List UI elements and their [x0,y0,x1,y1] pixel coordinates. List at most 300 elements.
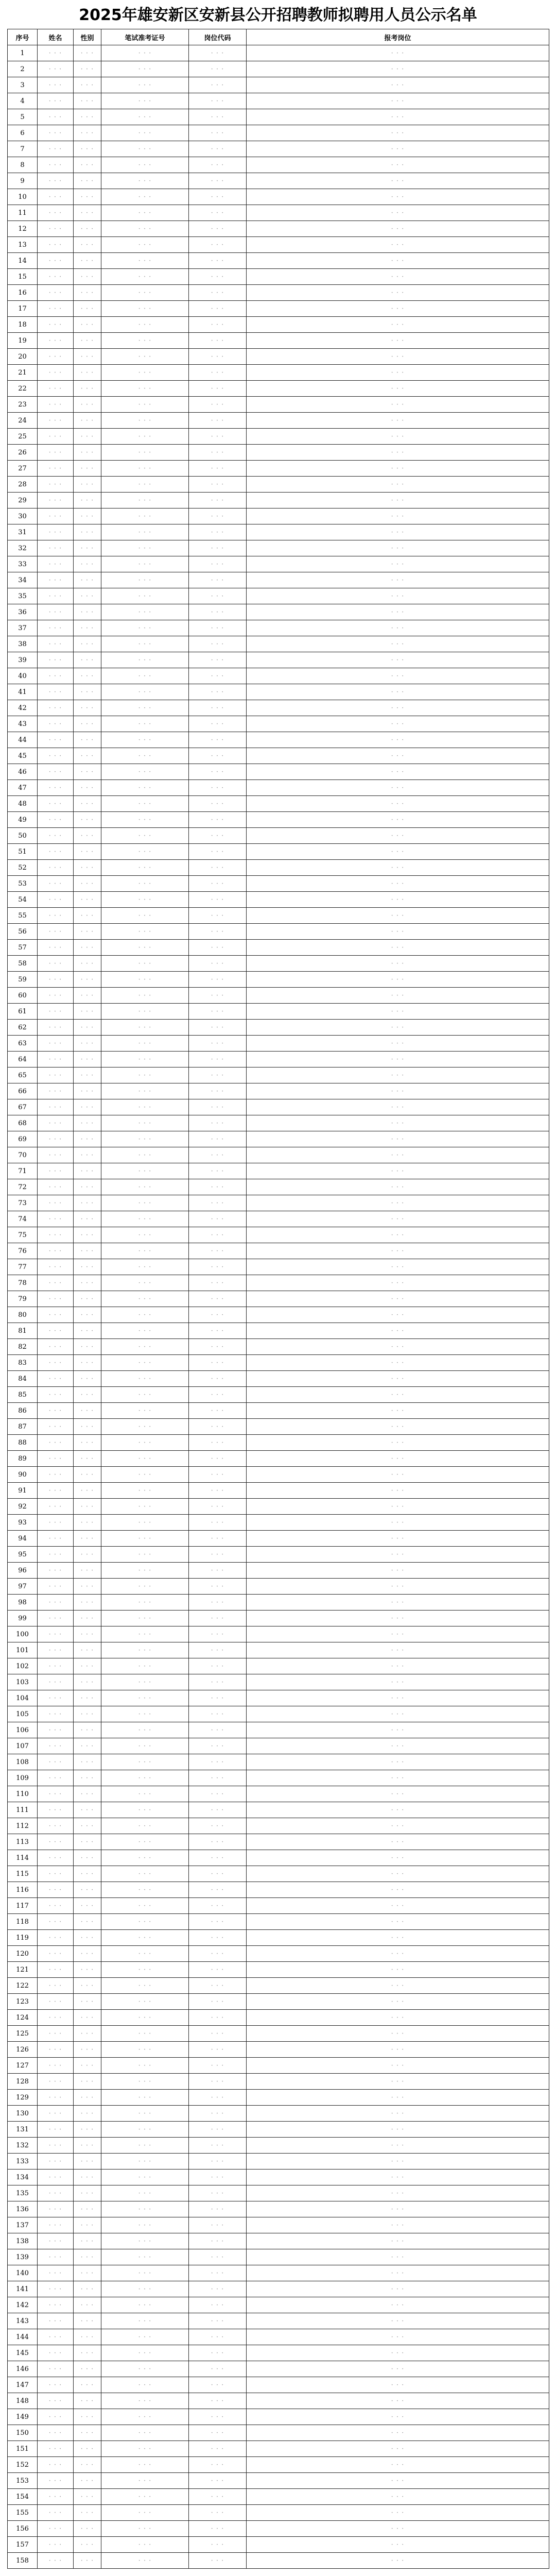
row-gender: · · · [74,509,101,524]
row-position: · · · [247,1052,549,1067]
row-name: · · · [38,1323,74,1339]
row-position: · · · [247,1882,549,1898]
row-gender: · · · [74,1067,101,1083]
row-job-code: · · · [189,1579,247,1595]
row-gender: · · · [74,572,101,588]
table-row [8,764,549,780]
row-position: · · · [247,588,549,604]
row-position: · · · [247,1563,549,1579]
table-row [8,2201,549,2217]
row-job-code: · · · [189,2505,247,2521]
row-ticket: · · · [101,1563,189,1579]
row-ticket: · · · [101,429,189,445]
row-gender: · · · [74,1674,101,1690]
row-index: 128 [8,2074,38,2090]
table-row [8,2026,549,2042]
table-row [8,988,549,1004]
row-gender: · · · [74,2409,101,2425]
row-name: · · · [38,1850,74,1866]
row-index: 96 [8,1563,38,1579]
row-gender: · · · [74,2425,101,2441]
row-position: · · · [247,1083,549,1099]
row-ticket: · · · [101,93,189,109]
row-ticket: · · · [101,349,189,365]
row-gender: · · · [74,1563,101,1579]
row-ticket: · · · [101,1770,189,1786]
row-job-code: · · · [189,668,247,684]
row-index: 57 [8,940,38,956]
row-index: 98 [8,1595,38,1611]
row-job-code: · · · [189,588,247,604]
table-row [8,205,549,221]
row-job-code: · · · [189,2409,247,2425]
row-gender: · · · [74,1866,101,1882]
row-ticket: · · · [101,61,189,77]
row-job-code: · · · [189,1994,247,2010]
row-ticket: · · · [101,2297,189,2313]
table-row [8,1052,549,1067]
row-index: 149 [8,2409,38,2425]
row-position: · · · [247,1754,549,1770]
row-position: · · · [247,1020,549,1036]
row-name: · · · [38,1994,74,2010]
row-job-code: · · · [189,1626,247,1642]
row-gender: · · · [74,540,101,556]
row-position: · · · [247,892,549,908]
row-position: · · · [247,2473,549,2489]
row-position: · · · [247,2361,549,2377]
row-index: 32 [8,540,38,556]
row-gender: · · · [74,2122,101,2138]
row-gender: · · · [74,1579,101,1595]
row-name: · · · [38,1722,74,1738]
table-row [8,748,549,764]
table-row [8,1946,549,1962]
row-position: · · · [247,1914,549,1930]
row-name: · · · [38,1115,74,1131]
row-gender: · · · [74,1930,101,1946]
row-job-code: · · · [189,1227,247,1243]
row-index: 107 [8,1738,38,1754]
row-name: · · · [38,1866,74,1882]
row-name: · · · [38,700,74,716]
row-ticket: · · · [101,892,189,908]
row-gender: · · · [74,2106,101,2122]
row-index: 46 [8,764,38,780]
row-ticket: · · · [101,1115,189,1131]
row-name: · · · [38,2010,74,2026]
row-index: 55 [8,908,38,924]
row-name: · · · [38,2425,74,2441]
row-ticket: · · · [101,2042,189,2058]
row-position: · · · [247,1978,549,1994]
table-row [8,2233,549,2249]
row-position: · · · [247,988,549,1004]
row-gender: · · · [74,2010,101,2026]
row-gender: · · · [74,1786,101,1802]
row-name: · · · [38,940,74,956]
row-gender: · · · [74,1179,101,1195]
row-gender: · · · [74,205,101,221]
row-position: · · · [247,1850,549,1866]
row-gender: · · · [74,349,101,365]
row-name: · · · [38,2297,74,2313]
row-name: · · · [38,620,74,636]
row-position: · · · [247,780,549,796]
table-row [8,1914,549,1930]
row-job-code: · · · [189,189,247,205]
row-ticket: · · · [101,1179,189,1195]
row-index: 34 [8,572,38,588]
row-ticket: · · · [101,1036,189,1052]
row-ticket: · · · [101,1131,189,1147]
row-job-code: · · · [189,317,247,333]
row-name: · · · [38,2217,74,2233]
table-row [8,173,549,189]
row-position: · · · [247,2138,549,2154]
row-job-code: · · · [189,1515,247,1531]
row-name: · · · [38,2489,74,2505]
row-name: · · · [38,413,74,429]
table-header-row [8,29,549,45]
row-index: 153 [8,2473,38,2489]
row-ticket: · · · [101,2122,189,2138]
row-position: · · · [247,413,549,429]
row-job-code: · · · [189,1067,247,1083]
table-row [8,1962,549,1978]
row-name: · · · [38,2377,74,2393]
row-position: · · · [247,2106,549,2122]
row-ticket: · · · [101,1690,189,1706]
row-position: · · · [247,2329,549,2345]
row-index: 108 [8,1754,38,1770]
row-index: 100 [8,1626,38,1642]
row-position: · · · [247,1371,549,1387]
row-name: · · · [38,2026,74,2042]
row-ticket: · · · [101,1067,189,1083]
row-name: · · · [38,477,74,493]
row-name: · · · [38,1147,74,1163]
row-index: 71 [8,1163,38,1179]
table-row [8,860,549,876]
row-job-code: · · · [189,1930,247,1946]
row-name: · · · [38,2441,74,2457]
row-job-code: · · · [189,780,247,796]
row-job-code: · · · [189,1387,247,1403]
row-index: 9 [8,173,38,189]
row-gender: · · · [74,2090,101,2106]
row-gender: · · · [74,1994,101,2010]
row-index: 70 [8,1147,38,1163]
row-gender: · · · [74,173,101,189]
table-row [8,1706,549,1722]
row-job-code: · · · [189,812,247,828]
row-position: · · · [247,2489,549,2505]
table-row [8,1563,549,1579]
row-job-code: · · · [189,1371,247,1387]
row-name: · · · [38,77,74,93]
row-position: · · · [247,1770,549,1786]
row-position: · · · [247,2553,549,2569]
row-job-code: · · · [189,844,247,860]
row-name: · · · [38,333,74,349]
row-position: · · · [247,2393,549,2409]
row-ticket: · · · [101,1738,189,1754]
row-name: · · · [38,1946,74,1962]
table-row [8,1499,549,1515]
row-ticket: · · · [101,668,189,684]
row-name: · · · [38,269,74,285]
row-name: · · · [38,2537,74,2553]
row-gender: · · · [74,972,101,988]
table-row [8,2409,549,2425]
row-position: · · · [247,940,549,956]
table-row [8,1099,549,1115]
table-row [8,1483,549,1499]
row-job-code: · · · [189,221,247,237]
table-row [8,572,549,588]
row-job-code: · · · [189,2425,247,2441]
table-row [8,2345,549,2361]
table-row [8,2090,549,2106]
table-row [8,780,549,796]
row-position: · · · [247,2170,549,2185]
row-index: 7 [8,141,38,157]
table-row [8,45,549,61]
row-ticket: · · · [101,2170,189,2185]
row-job-code: · · · [189,2217,247,2233]
row-name: · · · [38,1067,74,1083]
row-job-code: · · · [189,2329,247,2345]
row-ticket: · · · [101,2106,189,2122]
row-gender: · · · [74,493,101,509]
table-row [8,1243,549,1259]
table-row [8,157,549,173]
table-row [8,716,549,732]
table-row [8,397,549,413]
row-name: · · · [38,1642,74,1658]
row-job-code: · · · [189,1147,247,1163]
row-gender: · · · [74,1291,101,1307]
row-ticket: · · · [101,700,189,716]
row-position: · · · [247,397,549,413]
row-index: 122 [8,1978,38,1994]
row-gender: · · · [74,1227,101,1243]
row-position: · · · [247,61,549,77]
row-job-code: · · · [189,2074,247,2090]
row-position: · · · [247,860,549,876]
row-name: · · · [38,1291,74,1307]
row-ticket: · · · [101,1515,189,1531]
row-position: · · · [247,1067,549,1083]
table-row [8,892,549,908]
row-job-code: · · · [189,2090,247,2106]
row-job-code: · · · [189,684,247,700]
row-name: · · · [38,1690,74,1706]
row-name: · · · [38,540,74,556]
row-gender: · · · [74,109,101,125]
row-job-code: · · · [189,157,247,173]
row-index: 135 [8,2185,38,2201]
row-job-code: · · · [189,2361,247,2377]
row-position: · · · [247,1595,549,1611]
row-gender: · · · [74,764,101,780]
row-position: · · · [247,956,549,972]
row-job-code: · · · [189,413,247,429]
row-job-code: · · · [189,1099,247,1115]
row-job-code: · · · [189,365,247,381]
table-row [8,349,549,365]
row-gender: · · · [74,1722,101,1738]
row-name: · · · [38,2106,74,2122]
header-job-code: 岗位代码 [189,29,247,45]
table-row [8,1866,549,1882]
row-index: 146 [8,2361,38,2377]
row-ticket: · · · [101,1083,189,1099]
row-name: · · · [38,125,74,141]
row-job-code: · · · [189,1834,247,1850]
row-name: · · · [38,684,74,700]
row-gender: · · · [74,1243,101,1259]
row-ticket: · · · [101,1611,189,1626]
row-ticket: · · · [101,2233,189,2249]
table-row [8,2170,549,2185]
row-position: · · · [247,1722,549,1738]
row-index: 99 [8,1611,38,1626]
table-row [8,301,549,317]
row-name: · · · [38,892,74,908]
row-ticket: · · · [101,2265,189,2281]
row-ticket: · · · [101,1052,189,1067]
row-job-code: · · · [189,1483,247,1499]
row-name: · · · [38,2345,74,2361]
row-position: · · · [247,445,549,461]
row-name: · · · [38,2313,74,2329]
row-position: · · · [247,1642,549,1658]
row-gender: · · · [74,269,101,285]
row-job-code: · · · [189,1658,247,1674]
row-name: · · · [38,93,74,109]
row-gender: · · · [74,1083,101,1099]
row-index: 126 [8,2042,38,2058]
row-index: 15 [8,269,38,285]
row-name: · · · [38,189,74,205]
row-index: 19 [8,333,38,349]
table-row [8,461,549,477]
row-ticket: · · · [101,796,189,812]
row-gender: · · · [74,732,101,748]
row-ticket: · · · [101,1371,189,1387]
row-position: · · · [247,141,549,157]
row-gender: · · · [74,1690,101,1706]
row-gender: · · · [74,141,101,157]
row-name: · · · [38,461,74,477]
row-job-code: · · · [189,125,247,141]
row-index: 50 [8,828,38,844]
row-ticket: · · · [101,2457,189,2473]
row-index: 156 [8,2521,38,2537]
row-ticket: · · · [101,732,189,748]
row-ticket: · · · [101,1994,189,2010]
row-gender: · · · [74,1004,101,1020]
row-job-code: · · · [189,381,247,397]
row-position: · · · [247,1706,549,1722]
row-gender: · · · [74,1163,101,1179]
row-name: · · · [38,1403,74,1419]
row-ticket: · · · [101,636,189,652]
row-gender: · · · [74,2457,101,2473]
row-job-code: · · · [189,2553,247,2569]
table-row [8,1147,549,1163]
row-ticket: · · · [101,684,189,700]
table-row [8,365,549,381]
table-row [8,1435,549,1451]
row-name: · · · [38,1387,74,1403]
row-name: · · · [38,1195,74,1211]
row-ticket: · · · [101,477,189,493]
row-ticket: · · · [101,2489,189,2505]
table-row [8,1834,549,1850]
row-job-code: · · · [189,1435,247,1451]
row-name: · · · [38,349,74,365]
row-ticket: · · · [101,2361,189,2377]
row-gender: · · · [74,285,101,301]
table-row [8,285,549,301]
row-position: · · · [247,908,549,924]
row-gender: · · · [74,1307,101,1323]
row-index: 152 [8,2457,38,2473]
row-position: · · · [247,349,549,365]
row-gender: · · · [74,365,101,381]
row-ticket: · · · [101,1499,189,1515]
table-row [8,732,549,748]
row-gender: · · · [74,1770,101,1786]
row-ticket: · · · [101,221,189,237]
row-position: · · · [247,716,549,732]
row-position: · · · [247,1195,549,1211]
row-ticket: · · · [101,844,189,860]
row-name: · · · [38,1611,74,1626]
row-ticket: · · · [101,2058,189,2074]
row-gender: · · · [74,2138,101,2154]
row-ticket: · · · [101,2249,189,2265]
row-ticket: · · · [101,509,189,524]
row-ticket: · · · [101,1754,189,1770]
row-position: · · · [247,1962,549,1978]
row-job-code: · · · [189,1754,247,1770]
row-gender: · · · [74,221,101,237]
row-gender: · · · [74,796,101,812]
row-name: · · · [38,652,74,668]
row-index: 67 [8,1099,38,1115]
row-index: 51 [8,844,38,860]
row-index: 25 [8,429,38,445]
row-position: · · · [247,924,549,940]
row-position: · · · [247,1323,549,1339]
row-index: 6 [8,125,38,141]
row-position: · · · [247,493,549,509]
row-name: · · · [38,1882,74,1898]
row-ticket: · · · [101,1227,189,1243]
row-index: 144 [8,2329,38,2345]
table-row [8,2042,549,2058]
row-position: · · · [247,429,549,445]
row-ticket: · · · [101,1307,189,1323]
row-gender: · · · [74,1099,101,1115]
row-ticket: · · · [101,1866,189,1882]
row-gender: · · · [74,1626,101,1642]
table-row [8,1115,549,1131]
